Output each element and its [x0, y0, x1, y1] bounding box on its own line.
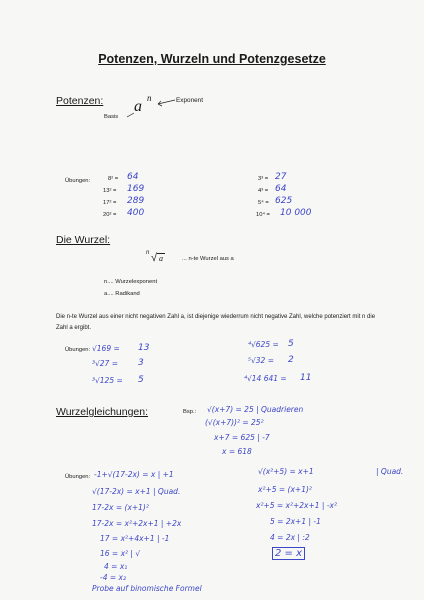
- example-label: Bsp.:: [183, 409, 197, 415]
- section-heading-wurzel: Die Wurzel:: [56, 234, 111, 246]
- root-answer-right-2: 2: [288, 355, 294, 365]
- example-line-3: x+7 = 625 | -7: [214, 433, 270, 442]
- power-exercise-right-3: 5⁴ =: [258, 200, 269, 206]
- power-answer-right-3: 625: [275, 196, 293, 206]
- equation-right-line-4: 5 = 2x+1 | -1: [270, 517, 321, 526]
- root-description: ... n-te Wurzel aus a: [182, 256, 234, 262]
- root-exercise-left-3: ³√125 =: [92, 376, 123, 385]
- root-exercise-right-1: ⁴√625 =: [248, 340, 279, 349]
- power-exercise-left-4: 20² =: [103, 212, 117, 218]
- power-answer-right-2: 64: [275, 184, 287, 194]
- equation-left-line-8: -4 = x₂: [100, 573, 126, 582]
- gleichungen-uebungen-label: Übungen:: [65, 474, 91, 480]
- root-exercise-right-3: ⁴√14 641 =: [244, 374, 287, 383]
- exponent-label: Exponent: [176, 97, 204, 104]
- potenzen-uebungen-label: Übungen:: [65, 178, 91, 184]
- root-answer-left-2: 3: [138, 358, 144, 368]
- basis-label: Basis: [104, 114, 119, 120]
- equation-right-line-5: 4 = 2x | :2: [270, 533, 310, 542]
- power-answer-left-4: 400: [127, 208, 145, 218]
- example-line-4: x = 618: [222, 447, 252, 456]
- equation-left-line-3: 17-2x = (x+1)²: [92, 503, 149, 512]
- page-title: Potenzen, Wurzeln und Potenzgesetze: [98, 52, 326, 66]
- equation-left-note: Probe auf binomische Formel: [92, 584, 202, 593]
- power-exercise-right-2: 4³ =: [258, 188, 269, 194]
- root-answer-right-1: 5: [288, 339, 294, 349]
- equation-left-line-4: 17-2x = x²+2x+1 | +2x: [92, 519, 182, 528]
- equation-left-line-1: -1+√(17-2x) = x | +1: [94, 470, 174, 479]
- root-definition-paragraph: Die n-te Wurzel aus einer nicht negativen Zahl a, ist diejenige wiederrum nicht negative Zahl, welche potenziert mit n die Zahl a ergibt.: [56, 314, 376, 331]
- power-exponent-symbol: n: [147, 93, 152, 103]
- root-answer-right-3: 11: [300, 373, 312, 383]
- power-answer-right-4: 10 000: [280, 208, 312, 218]
- section-heading-potenzen: Potenzen:: [56, 95, 104, 107]
- power-exercise-left-2: 13² =: [103, 188, 117, 194]
- root-answer-left-1: 13: [138, 343, 150, 353]
- power-answer-left-3: 289: [127, 196, 145, 206]
- wurzel-uebungen-label: Übungen:: [65, 347, 91, 353]
- equation-right-line-3: x²+5 = x²+2x+1 | -x²: [256, 501, 337, 510]
- power-exercise-left-1: 8² =: [108, 176, 119, 182]
- power-exercise-right-1: 3³ =: [258, 176, 269, 182]
- equation-left-line-7: 4 = x₁: [104, 562, 128, 571]
- power-answer-left-2: 169: [127, 184, 145, 194]
- root-index-symbol: n: [146, 250, 150, 256]
- power-exercise-left-3: 17² =: [103, 200, 117, 206]
- equation-left-line-5: 17 = x²+4x+1 | -1: [100, 534, 170, 543]
- root-answer-left-3: 5: [138, 375, 144, 385]
- power-answer-left-1: 64: [127, 172, 139, 182]
- basis-arrow: [127, 113, 134, 117]
- equation-right-line-2: x²+5 = (x+1)²: [258, 485, 312, 494]
- example-line-1: √(x+7) = 25 | Quadrieren: [207, 405, 304, 414]
- power-answer-right-1: 27: [275, 172, 287, 182]
- example-line-2: (√(x+7))² = 25²: [205, 418, 264, 427]
- equation-left-line-6: 16 = x² | √: [100, 549, 141, 558]
- root-radicand-symbol: a: [159, 254, 164, 263]
- root-sign-icon: √ a: [151, 252, 164, 264]
- root-exponent-definition: n.... Wurzelexponent: [104, 279, 158, 285]
- root-exercise-left-1: √169 =: [92, 344, 120, 353]
- exponent-arrow: [158, 100, 175, 104]
- equation-right-line-1: √(x²+5) = x+1: [258, 467, 314, 476]
- equation-right-result: 2 = x: [272, 547, 305, 560]
- section-heading-wurzelgleichungen: Wurzelgleichungen:: [56, 406, 149, 418]
- equation-left-line-2: √(17-2x) = x+1 | Quad.: [92, 487, 181, 496]
- root-exercise-left-2: ³√27 =: [92, 359, 118, 368]
- equation-right-note: | Quad.: [376, 467, 404, 476]
- power-base-symbol: a: [134, 98, 142, 115]
- power-exercise-right-4: 10⁴ =: [256, 212, 270, 218]
- radicand-definition: a.... Radikand: [104, 291, 140, 297]
- root-exercise-right-2: ⁵√32 =: [248, 356, 274, 365]
